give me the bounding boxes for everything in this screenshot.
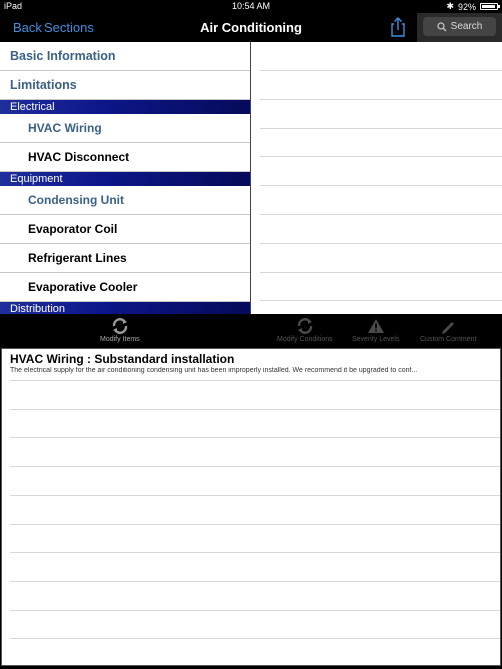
sidebar-item-limitations[interactable]	[0, 71, 250, 100]
list-separator	[10, 409, 500, 410]
sidebar-item-hvac-wiring[interactable]	[0, 114, 250, 143]
list-separator	[260, 156, 502, 157]
list-separator	[10, 466, 500, 467]
sections-button[interactable]: Sections	[44, 20, 94, 35]
list-separator	[260, 272, 502, 273]
section-header-distribution	[0, 302, 250, 314]
sidebar-item-refrigerant-lines[interactable]	[0, 244, 250, 273]
sidebar-item-label: HVAC Wiring	[28, 121, 102, 135]
search-placeholder: Search	[450, 21, 483, 32]
list-separator	[10, 610, 500, 611]
list-separator	[260, 99, 502, 100]
warning-icon	[367, 317, 385, 335]
sidebar-item-hvac-disconnect[interactable]	[0, 143, 250, 172]
list-separator	[260, 70, 502, 71]
modify-conditions-button[interactable]	[277, 317, 333, 343]
status-right	[446, 1, 498, 12]
bluetooth-icon: ✱	[446, 1, 454, 11]
section-header-equipment	[0, 172, 250, 186]
custom-comment-button[interactable]	[420, 317, 476, 343]
search-icon	[437, 22, 447, 32]
sidebar-item-condensing-unit[interactable]	[0, 186, 250, 215]
list-separator	[10, 380, 500, 381]
action-toolbar	[0, 314, 502, 348]
refresh-icon	[111, 317, 129, 335]
battery-percent: 92%	[457, 1, 476, 12]
section-header-label: Electrical	[10, 101, 55, 113]
comment-description[interactable]: The electrical supply for the air conditioning condensing unit has been improperly installed. We recommend it be upgraded to conf...	[10, 367, 418, 374]
list-separator	[260, 128, 502, 129]
list-separator	[10, 495, 500, 496]
pencil-icon	[439, 317, 457, 335]
modify-items-button[interactable]	[100, 317, 140, 343]
sidebar-item-label: Basic Information	[10, 49, 116, 63]
search-input[interactable]	[423, 17, 496, 36]
list-separator	[10, 638, 500, 639]
list-separator	[260, 300, 502, 301]
share-icon	[386, 15, 410, 39]
navigation-bar	[0, 13, 502, 42]
list-separator	[10, 524, 500, 525]
comment-title[interactable]: HVAC Wiring : Substandard installation	[10, 352, 235, 366]
sidebar-item-label: Refrigerant Lines	[28, 251, 127, 265]
severity-levels-button[interactable]	[352, 317, 399, 343]
section-header-label: Distribution	[10, 303, 66, 314]
sidebar-item-evaporative-cooler[interactable]	[0, 273, 250, 302]
list-separator	[10, 437, 500, 438]
battery-fill	[482, 5, 495, 8]
modify-conditions-label: Modify Conditions	[277, 336, 333, 343]
sidebar-item-label: HVAC Disconnect	[28, 150, 130, 164]
search-bar	[417, 13, 502, 42]
sidebar-item-basic-information[interactable]	[0, 42, 250, 71]
sidebar-item-label: Evaporator Coil	[28, 222, 118, 236]
status-bar	[0, 0, 502, 13]
section-header-electrical	[0, 100, 250, 114]
share-button[interactable]	[386, 15, 410, 39]
modify-items-label: Modify Items	[100, 336, 140, 343]
severity-levels-label: Severity Levels	[352, 336, 400, 343]
sidebar-item-label: Limitations	[10, 78, 77, 92]
list-separator	[10, 552, 500, 553]
list-separator	[10, 581, 500, 582]
battery-icon	[480, 3, 498, 10]
sidebar-item-label: Condensing Unit	[28, 193, 124, 207]
list-separator	[260, 214, 502, 215]
page-title: Air Conditioning	[200, 20, 302, 35]
sidebar-item-evaporator-coil[interactable]	[0, 215, 250, 244]
custom-comment-label: Custom Comment	[420, 336, 477, 343]
section-header-label: Equipment	[10, 173, 63, 185]
clock: 10:54 AM	[231, 1, 271, 11]
refresh-icon	[296, 317, 314, 335]
list-separator	[260, 243, 502, 244]
back-button[interactable]: Back	[13, 20, 42, 35]
sidebar-item-label: Evaporative Cooler	[28, 280, 138, 294]
conditions-list	[251, 42, 502, 314]
detail-panel	[1, 348, 501, 666]
sections-list	[0, 42, 251, 314]
list-separator	[260, 185, 502, 186]
device-name: iPad	[4, 1, 23, 11]
